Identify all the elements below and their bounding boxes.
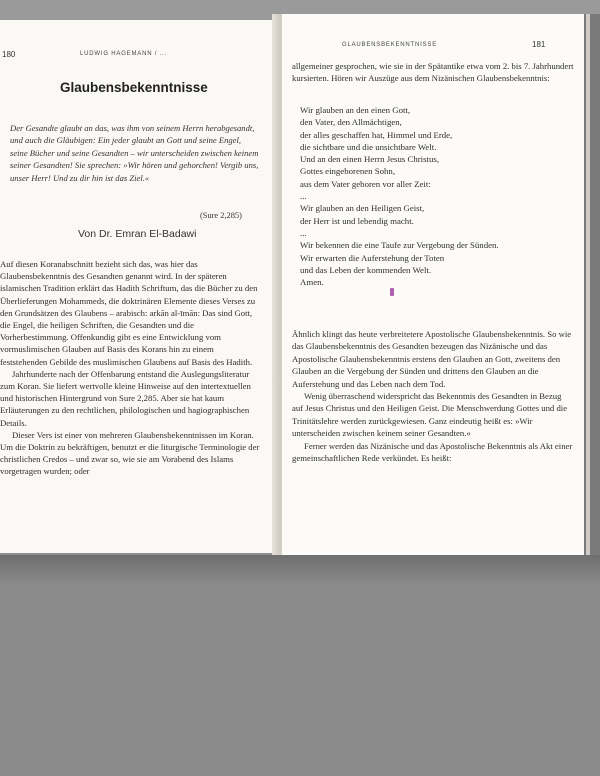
- paragraph: Wenig überraschend widerspricht das Bekenntnis des Gesandten in Bezug auf Jesus Christus und den Heiligen Geist. Die Menschwerdung Gottes und die Trinitätslehre werden zurückgewiesen. Ganz eindeutig heißt es: »Wir unterscheiden zwischen keinem seiner Gesandten.«: [292, 391, 568, 439]
- paragraph: Auf diesen Koranabschnitt bezieht sich das, was hier das Glaubensbekenntnis des Gesandten genannt wird. In der späteren islamischen Tradition erklärt das Hadith Schriftum, das die Bücher zu den Überlieferungen Mohammeds, die doktrinären Elemente dieses Verses zu den Grundsätzen des Glaubens – arabisch: arkān al-īmān: Das sind Gott, die Engel, die heiligen Schriften, die Gesandten und die Vorherbestimmung. Offenkundig gibt es eine Entwicklung vom vormuslimischen Glauben auf Basis des Korans hin zu einem feststehenden Gebilde des muslimischen Glaubens auf Basis des Hadith.: [0, 259, 258, 367]
- creed-line: aus dem Vater geboren vor aller Zeit:: [300, 178, 431, 189]
- right-running-head: GLAUBENSBEKENNTNISSE: [342, 42, 438, 48]
- creed-line: Wir bekennen die eine Taufe zur Vergebung der Sünden.: [300, 240, 499, 251]
- creed-line: der Herr ist und lebendig macht.: [300, 215, 414, 226]
- left-running-head: LUDWIG HAGEMANN / ...: [80, 51, 168, 57]
- creed-line: Wir glauben an den einen Gott,: [300, 105, 411, 115]
- right-page: [282, 14, 584, 559]
- epigraph-source: (Sure 2,285): [200, 211, 242, 220]
- creed-line: Und an den einen Herrn Jesus Christus,: [300, 154, 440, 165]
- creed-line: Wir erwarten die Auferstehung der Toten: [300, 252, 445, 263]
- creed-line: die sichtbare und die unsichtbare Welt.: [300, 141, 437, 152]
- paragraph: Ferner werden das Nizänische und das Apostolische Bekenntnis als Akt einer gemeinschaftlichen Rede verkündet. Es heißt:: [292, 440, 573, 464]
- nicene-creed-excerpt: [300, 104, 570, 288]
- creed-ellipsis: ...: [300, 227, 307, 238]
- intro-paragraph: allgemeiner gesprochen, wie sie in der Spätantike etwa vom 2. bis 7. Jahrhundert kursierten. Hören wir Auszüge aus dem Nizänischen Glaubensbekenntnis:: [292, 61, 574, 84]
- author-byline: Von Dr. Emran El-Badawi: [78, 228, 197, 240]
- paragraph: Ähnlich klingt das heute verbreitetere Apostolische Glaubensbekenntnis. So wie das Glaubensbekenntnis des Gesandten bezeugen das Nizänische und das Apostolische Glaubensbekenntnis erstens den Glauben an Gott, zweitens den Glauben an die Vergebung der Sünden und drittens den Glauben an die Auferstehung und das Leben nach dem Tod.: [292, 329, 572, 389]
- ink-mark: [390, 288, 394, 296]
- epigraph-quote: Der Gesandte glaubt an das, was ihm von seinem Herrn herabgesandt, und auch die Gläubigen: Ein jeder glaubt an Gott und seine Engel, seine Bücher und seine Gesandten – wir unterscheiden zwischen keinem seiner Gesandten! Sie sprechen: »Wir hören und gehorchen! Vergib uns, unser Herr! Und zu dir hin ist das Ziel.«: [10, 123, 259, 183]
- left-page: [0, 20, 278, 553]
- right-page-number: 181: [532, 40, 546, 49]
- creed-line: und das Leben der kommenden Welt.: [300, 264, 432, 275]
- creed-line: Gottes eingeborenen Sohn,: [300, 166, 396, 177]
- chapter-title: Glaubensbekenntnisse: [60, 80, 208, 95]
- paragraph: Jahrhunderte nach der Offenbarung entstand die Auslegungsliteratur zum Koran. Sie liefert wertvolle kleine Hinweise auf den intertextuellen und historischen Hintergrund von Sure 2,285. Aber sie hat kaum Erläuterungen zu den rechtlichen, philologischen und hagiographischen Details.: [0, 368, 251, 428]
- scan-background-bottom: [0, 555, 600, 776]
- left-body-text: [0, 258, 262, 478]
- scan-background-edge: [584, 14, 600, 559]
- right-body-text: [292, 328, 574, 464]
- creed-line: Amen.: [300, 277, 324, 288]
- paragraph: Dieser Vers ist einer von mehreren Glaubensbekenntnissen im Koran. Um die Doktrin zu bekräftigen, benutzt er die liturgische Terminologie der christlichen Credos – und zwar so, wie sie am Vorabend des Islams vorgetragen wurden; oder: [0, 429, 260, 477]
- creed-line: Wir glauben an den Heiligen Geist,: [300, 203, 425, 214]
- creed-line: den Vater, den Allmächtigen,: [300, 117, 402, 128]
- creed-ellipsis: ...: [300, 191, 307, 202]
- left-page-number: 180: [2, 50, 16, 59]
- creed-line: der alles geschaffen hat, Himmel und Erde,: [300, 129, 453, 140]
